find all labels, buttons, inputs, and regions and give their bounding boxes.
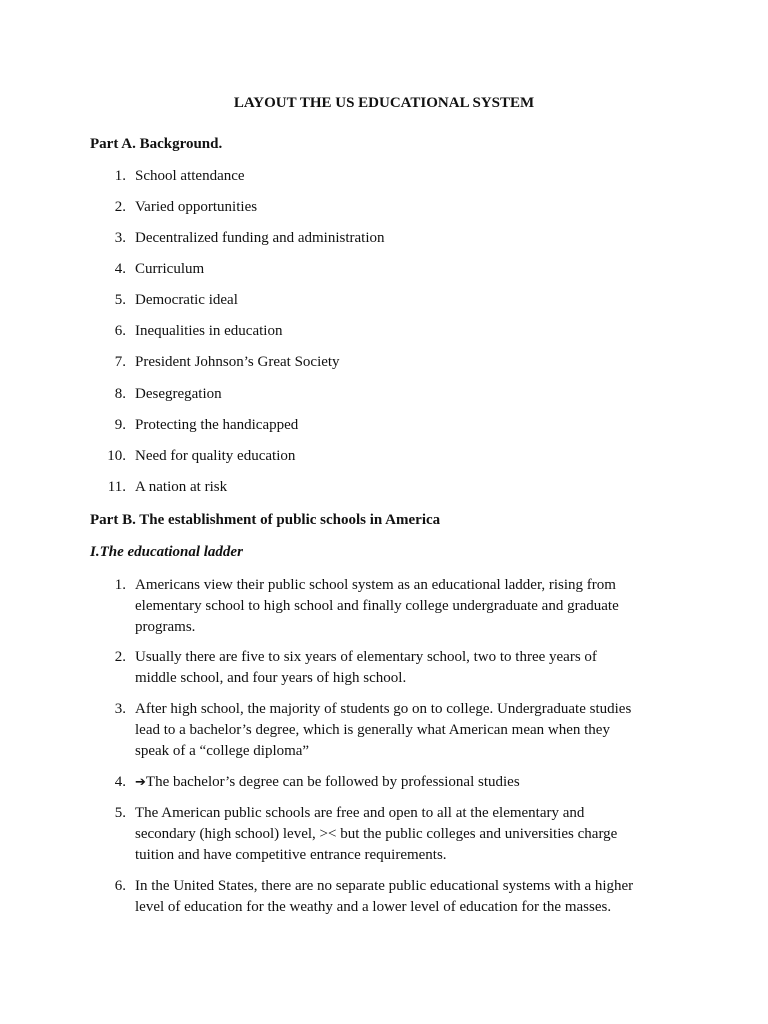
list-item-text: After high school, the majority of students go on to college. Undergraduate studies lead to a bachelor’s degree, which is generally what American mean when they speak of a “college diploma” — [135, 701, 632, 759]
section-heading: I.The educational ladder — [90, 544, 243, 560]
list-item-text: Protecting the handicapped — [135, 417, 299, 433]
list-item-text: President Johnson’s Great Society — [135, 354, 340, 370]
document-title: LAYOUT THE US EDUCATIONAL SYSTEM — [233, 95, 535, 111]
list-item-number: 1. — [114, 168, 126, 184]
list-item-number: 3. — [114, 230, 126, 246]
right-arrow-icon: ➔ — [135, 775, 146, 790]
list-item-number: 5. — [114, 805, 126, 821]
list-item-text: Decentralized funding and administration — [135, 230, 385, 246]
list-item-number: 11. — [107, 479, 126, 495]
list-item-number: 6. — [114, 878, 126, 894]
part-b-heading: Part B. The establishment of public schools in America — [90, 512, 441, 528]
list-item-number: 1. — [114, 577, 126, 593]
list-item-text: Need for quality education — [135, 448, 296, 464]
list-item-text: Varied opportunities — [135, 199, 258, 215]
list-item-text: Inequalities in education — [135, 323, 283, 339]
list-item-text: Desegregation — [135, 386, 222, 402]
list-item-number: 4. — [114, 261, 126, 277]
list-item-number: 2. — [114, 199, 126, 215]
list-item-number: 6. — [114, 323, 126, 339]
list-item-text: Democratic ideal — [135, 292, 238, 308]
list-item-number: 8. — [114, 386, 126, 402]
list-item-number: 9. — [114, 417, 126, 433]
list-item-number: 5. — [114, 292, 126, 308]
list-item-number: 7. — [114, 354, 126, 370]
list-item-number: 10. — [107, 448, 126, 464]
list-item-number: 4. — [114, 774, 126, 790]
list-item-text: Usually there are five to six years of elementary school, two to three years of middle school, and four years of high school. — [135, 649, 597, 686]
list-item-text: Curriculum — [135, 261, 205, 277]
list-item-text: ➔The bachelor’s degree can be followed by professional studies — [135, 774, 520, 790]
list-item-number: 2. — [114, 649, 126, 665]
list-item-text: Americans view their public school system as an educational ladder, rising from elementary school to high school and finally college undergraduate and graduate programs. — [135, 577, 619, 635]
part-a-heading: Part A. Background. — [90, 136, 223, 152]
list-item-text: School attendance — [135, 168, 245, 184]
list-item-text: In the United States, there are no separate public educational systems with a higher level of education for the weathy and a lower level of education for the masses. — [135, 878, 634, 915]
list-item-text: A nation at risk — [135, 479, 228, 495]
list-item-number: 3. — [114, 701, 126, 717]
list-item-text: The American public schools are free and open to all at the elementary and secondary (high school) level, >< but the public colleges and universities charge tuition and have competitive entrance requirements. — [135, 805, 618, 863]
